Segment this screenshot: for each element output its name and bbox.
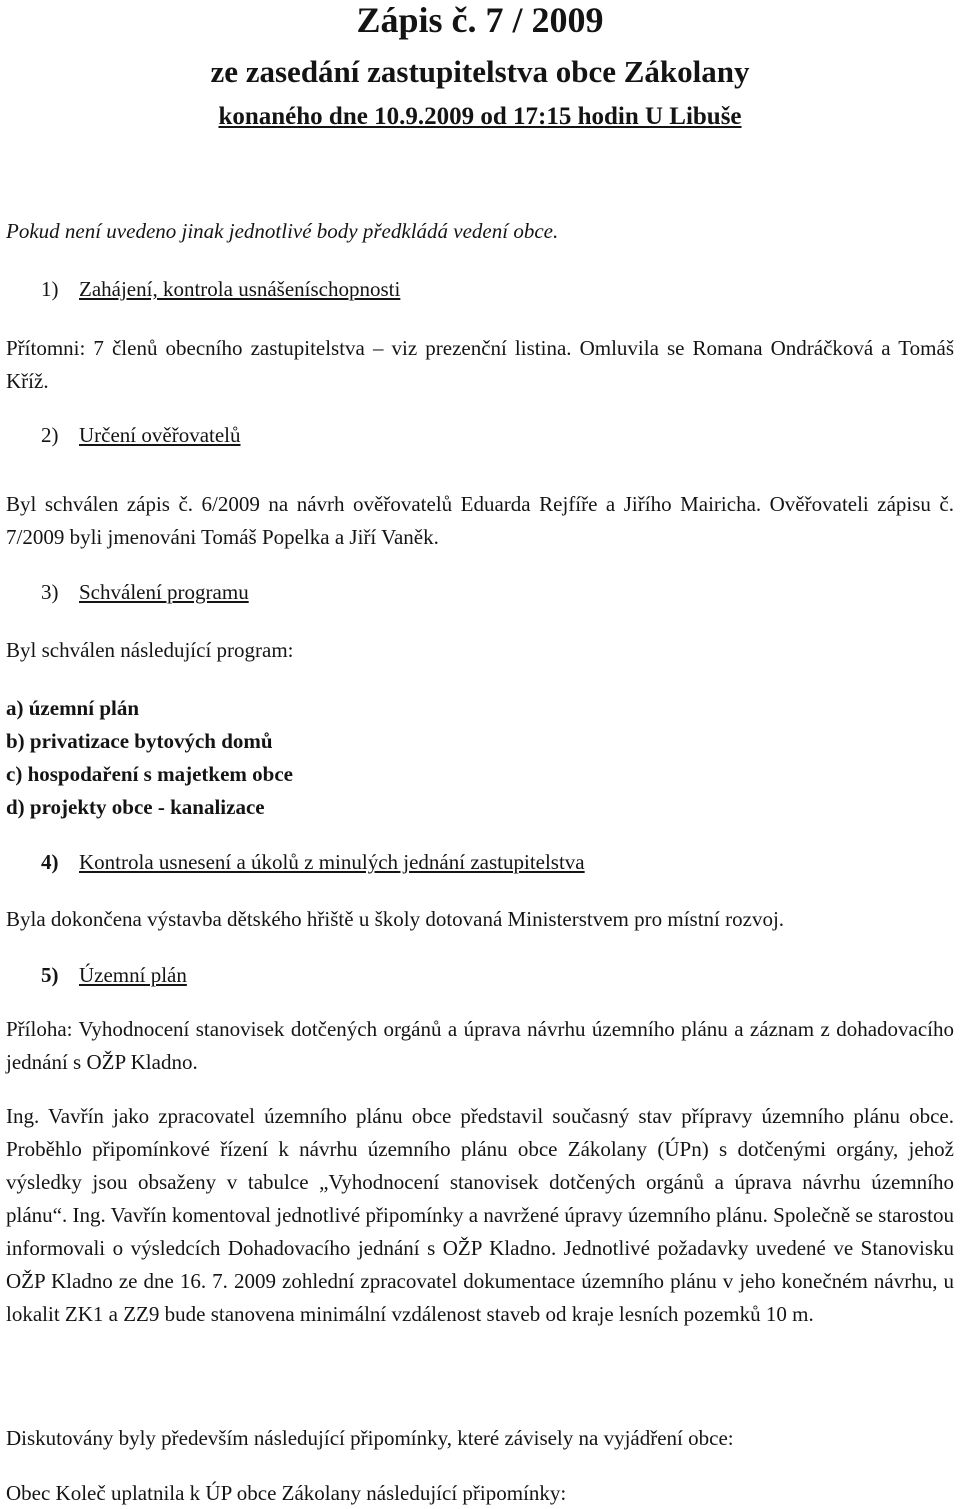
section-4-title: Kontrola usnesení a úkolů z minulých jednání zastupitelstva xyxy=(79,850,585,874)
section-4-number: 4) xyxy=(41,850,59,874)
section-3-number: 3) xyxy=(41,580,59,604)
program-item-c: c) hospodaření s majetkem obce xyxy=(6,762,293,786)
section-3-title: Schválení programu xyxy=(79,580,249,604)
section-1-title: Zahájení, kontrola usnášeníschopnosti xyxy=(79,277,401,301)
section-1-number: 1) xyxy=(41,277,59,301)
program-item-d: d) projekty obce - kanalizace xyxy=(6,795,265,819)
section-1-text: Přítomni: 7 členů obecního zastupitelstva – viz prezenční listina. Omluvila se Romana Ondráčková a Tomáš Kříž. xyxy=(6,336,954,393)
section-1-heading xyxy=(41,274,400,304)
section-2-heading xyxy=(41,420,241,450)
section-5-number: 5) xyxy=(41,963,59,987)
document-title: Zápis č. 7 / 2009 xyxy=(356,0,604,40)
program-item-b: b) privatizace bytových domů xyxy=(6,729,273,753)
section-2-text: Byl schválen zápis č. 6/2009 na návrh ověřovatelů Eduarda Rejfíře a Jiřího Mairicha. Ověřovateli zápisu č. 7/2009 byli jmenováni Tomáš Popelka a Jiří Vaněk. xyxy=(6,492,954,549)
intro-note: Pokud není uvedeno jinak jednotlivé body předkládá vedení obce. xyxy=(6,219,559,243)
section-5-kolec: Obec Koleč uplatnila k ÚP obce Zákolany následující připomínky: xyxy=(6,1481,567,1505)
section-2-title: Určení ověřovatelů xyxy=(79,423,241,447)
section-5-attachment: Příloha: Vyhodnocení stanovisek dotčených orgánů a úprava návrhu územního plánu a záznam z dohadovacího jednání s OŽP Kladno. xyxy=(6,1017,954,1074)
section-5-heading xyxy=(41,960,187,990)
meeting-info-text: konaného dne 10.9.2009 od 17:15 hodin U Libuše xyxy=(218,103,742,130)
section-3-text: Byl schválen následující program: xyxy=(6,638,294,662)
section-4-heading xyxy=(41,847,585,877)
section-2-number: 2) xyxy=(41,423,59,447)
section-5-body: Ing. Vavřín jako zpracovatel územního plánu obce představil současný stav přípravy územního plánu obce. Proběhlo připomínkové řízení k návrhu územního plánu obce Zákolany (ÚPn) s dotčenými orgány, jehož výsledky jsou obsaženy v tabulce „Vyhodnocení stanovisek dotčených orgánů a úprava návrhu územního plánu“. Ing. Vavřín komentoval jednotlivé připomínky a navržené úpravy územního plánu. Společně se starostou informovali o výsledcích Dohadovacího jednání s OŽP Kladno. Jednotlivé požadavky uvedené ve Stanovisku OŽP Kladno ze dne 16. 7. 2009 zohlední zpracovatel dokumentace územního plánu v jeho konečném návrhu, u lokalit ZK1 a ZZ9 bude stanovena minimální vzdálenost staveb od kraje lesních pozemků 10 m. xyxy=(6,1104,954,1326)
section-5-discussed: Diskutovány byly především následující připomínky, které závisely na vyjádření obce: xyxy=(6,1426,734,1450)
meeting-info xyxy=(0,101,960,133)
document-subtitle: ze zasedání zastupitelstva obce Zákolany xyxy=(210,54,750,89)
section-5-title: Územní plán xyxy=(79,963,187,987)
program-item-a: a) územní plán xyxy=(6,696,140,720)
section-4-text: Byla dokončena výstavba dětského hřiště u školy dotovaná Ministerstvem pro místní rozvoj. xyxy=(6,907,785,931)
section-3-heading xyxy=(41,577,249,607)
